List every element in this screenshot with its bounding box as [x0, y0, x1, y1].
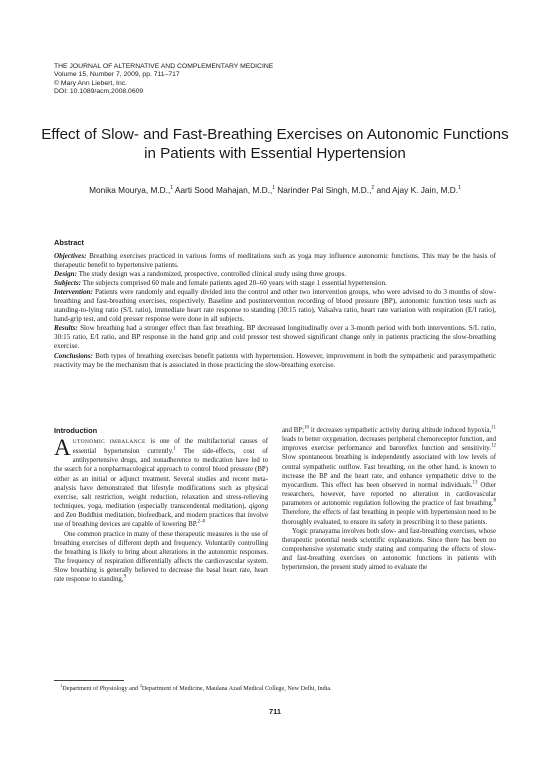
text-run: is one of the multifactorial causes of essential hypertension currently. — [72, 438, 268, 456]
section-text: Both types of breathing exercises benefit patients with hypertension. However, improvement in both the sympathetic and parasympathetic reactivity may be the mechanism that is associated in those practicing the slow-breathing exercise. — [54, 351, 496, 369]
affiliation-footnote — [60, 682, 500, 692]
paragraph — [282, 426, 496, 527]
text-run: One common practice in many of these therapeutic measures is the use of breathing exercises of different depth and frequency. Voluntarily controlling the breathing is likely to bring about alterations in the autonomic responses. The frequency of respiration differentially affects the cardiovascular system. Slow breathing is generally believed to decrease the basal heart rate, heart rate response to standing, — [54, 530, 268, 584]
affiliation-text: Department of Medicine, Maulana Azad Medical College, New Delhi, India. — [141, 685, 332, 692]
section-label: Results: — [54, 324, 78, 333]
journal-volume: Volume 15, Number 7, 2009, pp. 711–717 — [54, 71, 180, 79]
text-run: The side-effects, cost of antihypertensive drugs, and nonadherence to medication have led to the search for a nonpharmacological approach to control blood pressure (BP) either as an initial or adjunct treatment. Several studies and recent meta-analysis have demonstrated that lifestyle modifications such as physical exercise, salt restriction, weight reduction, relaxation and stress-relieving techniques, yoga, meditation (especially transcendental meditation), — [54, 448, 268, 511]
affiliation-text: Department of Physiology and — [62, 685, 140, 692]
author-affiliation-mark: 1 — [272, 185, 275, 192]
introduction-heading: Introduction — [54, 426, 98, 435]
section-label: Subjects: — [54, 279, 81, 288]
italic-term: qigong — [248, 503, 268, 511]
article-title: Effect of Slow- and Fast-Breathing Exercises on Autonomic Functions in Patients with Essential Hypertension — [41, 126, 509, 162]
text-run: leads to better oxygenation, decreases peripheral chemoreceptor function, and improves exercise performance and baroreflex function and sensitivity. — [282, 436, 496, 453]
section-text: The study design was a randomized, prospective, controlled clinical study using three groups. — [77, 270, 347, 279]
body-column-right — [282, 426, 496, 573]
text-run: and Zen Buddhist meditation, biofeedback, and modern practices that involve use of breathing devices are capable of lowering BP. — [54, 512, 268, 529]
abstract-conclusions — [54, 352, 496, 370]
author-name: Monika Mourya, M.D., — [89, 185, 171, 195]
section-text: The subjects comprised 60 male and female patients aged 20–60 years with stage 1 essential hypertension. — [80, 279, 387, 288]
footnote-divider — [54, 680, 124, 681]
abstract-body — [54, 252, 496, 370]
journal-doi: DOI: 10.1089/acm.2008.0609 — [54, 88, 144, 96]
citation-mark: 11 — [491, 425, 496, 431]
body-column-left — [54, 437, 268, 585]
citation-mark: 10 — [304, 425, 309, 431]
smallcaps-lead: UTONOMIC IMBALANCE — [72, 439, 146, 445]
author-affiliation-mark: 1 — [170, 185, 174, 192]
journal-header — [54, 63, 494, 97]
text-run: and BP; — [282, 427, 304, 434]
section-label: Objectives: — [54, 252, 87, 260]
abstract-objectives — [54, 252, 496, 270]
section-label: Conclusions: — [54, 351, 93, 360]
author-affiliation-mark: 2 — [371, 185, 375, 192]
citation-mark: 2–8 — [197, 520, 205, 526]
abstract-heading: Abstract — [54, 238, 84, 247]
journal-copyright: © Mary Ann Liebert, Inc. — [54, 79, 128, 87]
citation-mark: 9 — [123, 575, 127, 581]
citation-mark: 1 — [173, 446, 176, 452]
affiliation-mark: 2 — [139, 682, 142, 688]
section-text: Patients were randomly and equally divided into the control and other two intervention groups, who were advised to do 3 months of slow-breathing and fast-breathing exercises, respectively. Baseline and postintervention recording of blood pressure (BP), autonomic function tests such as standing-to-lying ratio (S/L ratio), immediate heart rate response to standing (30:15 ratio), Valsalva ratio, heart rate variation with respiration (E/I ratio), hand-grip test, and cold presser response were done in all subjects. — [54, 288, 496, 324]
section-label: Design: — [54, 270, 78, 279]
citation-mark: 8 — [493, 498, 496, 504]
author-name: Narinder Pal Singh, M.D., — [275, 185, 372, 195]
citation-mark: 13 — [472, 480, 478, 486]
abstract-design — [54, 270, 496, 279]
section-text: Slow breathing had a stronger effect than fast breathing. BP decreased longitudinally over a 3-month period with both interventions. S/L ratio, 30:15 ratio, E/I ratio, and BP response in the hand grip and cold pressor test showed significant change only in patients practicing the slow-breathing exercise. — [54, 324, 496, 351]
abstract-results — [54, 324, 496, 351]
text-run: Slow spontaneous breathing is independently associated with low levels of central sympathetic outflow. Fast breathing, on the other hand, is known to increase the BP and the heart rate, and enhance sympathetic drive to the myocardium. This effect has been observed in normal individuals. — [282, 454, 496, 489]
section-label: Intervention: — [54, 288, 93, 297]
paragraph — [54, 530, 268, 585]
text-run: Other researchers, however, have reported no alteration in cardiovascular parameters or autonomic regulation following the practice of fast breathing. — [282, 481, 497, 508]
journal-name: THE JOURNAL OF ALTERNATIVE AND COMPLEMENTARY MEDICINE — [54, 63, 274, 70]
paragraph — [54, 437, 268, 530]
author-name: Aarti Sood Mahajan, M.D., — [173, 185, 273, 195]
abstract-subjects — [54, 279, 496, 288]
abstract-intervention — [54, 288, 496, 324]
text-run: it decreases sympathetic activity during altitude induced hypoxia, — [309, 427, 492, 434]
page-number: 711 — [269, 707, 281, 716]
author-list — [40, 185, 510, 196]
author-name: and Ajay K. Jain, M.D. — [374, 185, 459, 195]
paragraph: Yogic pranayama involves both slow- and fast-breathing exercises, whose therapeutic potential needs scientific explanations. Since there has been no comprehensive systematic study stating and comparing the effects of slow- and fast-breathing exercises on autonomic functions in patients with hypertension, the present study aimed to evaluate the — [282, 527, 496, 572]
drop-cap: A — [54, 435, 71, 460]
affiliation-mark: 1 — [60, 682, 63, 688]
author-affiliation-mark: 1 — [458, 185, 461, 192]
citation-mark: 12 — [491, 444, 496, 450]
section-text: Breathing exercises practiced in various forms of meditations such as yoga may influence autonomic functions. This may be the basis of therapeutic benefit to hypertensive patients. — [54, 252, 496, 270]
text-run: Therefore, the effects of fast breathing in people with hypertension need to be thoroughly evaluated, to ensure its safety in prescribing it to these patients. — [282, 509, 496, 526]
